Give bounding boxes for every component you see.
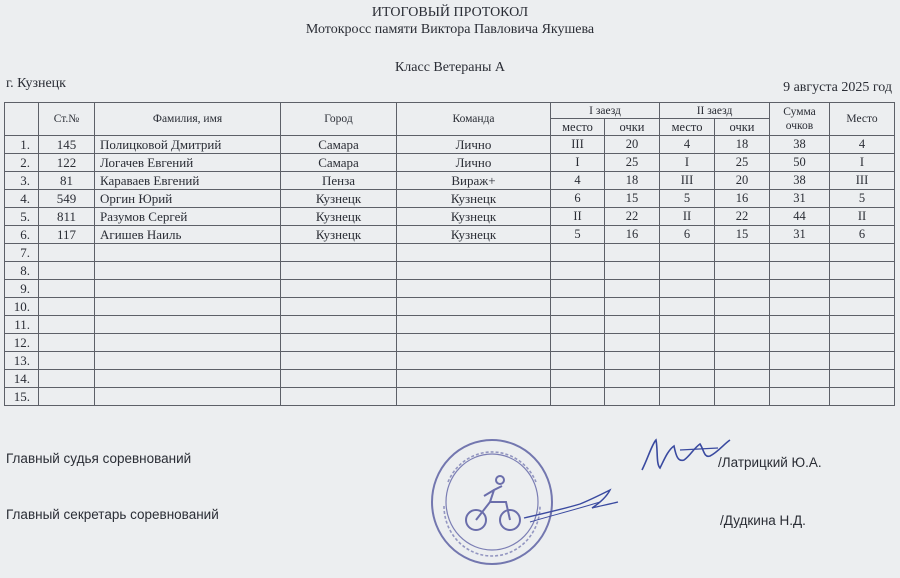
rider-city-cell bbox=[281, 370, 397, 388]
final-place-cell bbox=[830, 334, 895, 352]
rider-name-cell bbox=[95, 334, 281, 352]
final-place-cell bbox=[830, 262, 895, 280]
table-row bbox=[5, 154, 895, 172]
race1-place-cell: 6 bbox=[551, 190, 605, 208]
points-sum-cell bbox=[770, 298, 830, 316]
race2-place-cell: III bbox=[660, 172, 715, 190]
rider-team-cell: Кузнецк bbox=[397, 190, 551, 208]
results-table bbox=[4, 102, 895, 406]
race1-place-cell bbox=[551, 316, 605, 334]
race2-place-cell: 4 bbox=[660, 136, 715, 154]
col-header-num bbox=[5, 103, 39, 136]
table-row bbox=[5, 352, 895, 370]
race1-place-cell: 5 bbox=[551, 226, 605, 244]
start-number-cell bbox=[39, 244, 95, 262]
final-place-cell: 6 bbox=[830, 226, 895, 244]
race2-points-cell bbox=[715, 352, 770, 370]
race1-points-cell: 18 bbox=[605, 172, 660, 190]
race2-points-cell bbox=[715, 334, 770, 352]
final-place-cell bbox=[830, 244, 895, 262]
points-sum-cell: 31 bbox=[770, 226, 830, 244]
rider-city-cell bbox=[281, 244, 397, 262]
rider-team-cell bbox=[397, 280, 551, 298]
rider-city-cell: Кузнецк bbox=[281, 226, 397, 244]
race2-place-cell: 6 bbox=[660, 226, 715, 244]
rider-city-cell bbox=[281, 298, 397, 316]
race1-points-cell: 22 bbox=[605, 208, 660, 226]
col-header-race2: II заезд bbox=[660, 103, 770, 119]
table-row bbox=[5, 298, 895, 316]
race2-place-cell bbox=[660, 244, 715, 262]
official-stamp-icon bbox=[428, 436, 556, 568]
points-sum-cell bbox=[770, 370, 830, 388]
race2-points-cell: 25 bbox=[715, 154, 770, 172]
race1-place-cell bbox=[551, 370, 605, 388]
race2-points-cell: 20 bbox=[715, 172, 770, 190]
points-sum-cell: 44 bbox=[770, 208, 830, 226]
race2-place-cell bbox=[660, 280, 715, 298]
race1-place-cell bbox=[551, 280, 605, 298]
rider-city-cell bbox=[281, 262, 397, 280]
rider-team-cell bbox=[397, 298, 551, 316]
final-place-cell bbox=[830, 388, 895, 406]
start-number-cell bbox=[39, 352, 95, 370]
rider-name-cell bbox=[95, 280, 281, 298]
points-sum-cell bbox=[770, 244, 830, 262]
race2-points-cell bbox=[715, 280, 770, 298]
rider-city-cell bbox=[281, 352, 397, 370]
start-number-cell: 549 bbox=[39, 190, 95, 208]
col-header-race2-points: очки bbox=[715, 119, 770, 136]
rider-name-cell bbox=[95, 388, 281, 406]
row-number-cell: 12. bbox=[5, 334, 39, 352]
points-sum-cell bbox=[770, 388, 830, 406]
rider-name-cell: Агишев Наиль bbox=[95, 226, 281, 244]
race1-place-cell bbox=[551, 298, 605, 316]
race2-place-cell bbox=[660, 316, 715, 334]
race1-place-cell: 4 bbox=[551, 172, 605, 190]
race2-place-cell: 5 bbox=[660, 190, 715, 208]
rider-team-cell: Лично bbox=[397, 154, 551, 172]
table-row bbox=[5, 280, 895, 298]
rider-city-cell bbox=[281, 388, 397, 406]
start-number-cell bbox=[39, 298, 95, 316]
row-number-cell: 7. bbox=[5, 244, 39, 262]
col-header-race1-points: очки bbox=[605, 119, 660, 136]
table-row bbox=[5, 172, 895, 190]
race1-points-cell bbox=[605, 262, 660, 280]
points-sum-cell bbox=[770, 316, 830, 334]
rider-city-cell bbox=[281, 334, 397, 352]
race2-place-cell: I bbox=[660, 154, 715, 172]
rider-team-cell bbox=[397, 388, 551, 406]
race2-place-cell bbox=[660, 262, 715, 280]
rider-city-cell: Пенза bbox=[281, 172, 397, 190]
col-header-race1: I заезд bbox=[551, 103, 660, 119]
table-row bbox=[5, 136, 895, 154]
rider-team-cell bbox=[397, 352, 551, 370]
chief-secretary-label: Главный секретарь соревнований bbox=[6, 507, 219, 522]
race1-place-cell bbox=[551, 262, 605, 280]
class-label: Класс Ветераны А bbox=[394, 60, 506, 75]
race1-place-cell bbox=[551, 334, 605, 352]
table-row bbox=[5, 370, 895, 388]
points-sum-cell bbox=[770, 262, 830, 280]
race2-place-cell bbox=[660, 334, 715, 352]
race1-place-cell bbox=[551, 352, 605, 370]
rider-team-cell bbox=[397, 244, 551, 262]
row-number-cell: 11. bbox=[5, 316, 39, 334]
race1-points-cell bbox=[605, 316, 660, 334]
rider-name-cell: Караваев Евгений bbox=[95, 172, 281, 190]
start-number-cell: 145 bbox=[39, 136, 95, 154]
row-number-cell: 3. bbox=[5, 172, 39, 190]
points-sum-cell: 38 bbox=[770, 172, 830, 190]
race1-points-cell: 20 bbox=[605, 136, 660, 154]
race2-place-cell: II bbox=[660, 208, 715, 226]
row-number-cell: 4. bbox=[5, 190, 39, 208]
event-title: Мотокросс памяти Виктора Павловича Якушева bbox=[305, 22, 595, 37]
rider-name-cell bbox=[95, 244, 281, 262]
table-row bbox=[5, 244, 895, 262]
race2-points-cell: 18 bbox=[715, 136, 770, 154]
start-number-cell bbox=[39, 316, 95, 334]
race2-points-cell: 22 bbox=[715, 208, 770, 226]
race1-points-cell bbox=[605, 388, 660, 406]
race1-place-cell bbox=[551, 244, 605, 262]
final-place-cell: II bbox=[830, 208, 895, 226]
final-place-cell: 5 bbox=[830, 190, 895, 208]
final-place-cell bbox=[830, 298, 895, 316]
race2-place-cell bbox=[660, 298, 715, 316]
row-number-cell: 2. bbox=[5, 154, 39, 172]
rider-team-cell bbox=[397, 316, 551, 334]
race2-place-cell bbox=[660, 370, 715, 388]
rider-name-cell bbox=[95, 262, 281, 280]
final-place-cell: I bbox=[830, 154, 895, 172]
race1-points-cell bbox=[605, 370, 660, 388]
rider-name-cell: Полицковой Дмитрий bbox=[95, 136, 281, 154]
table-row bbox=[5, 190, 895, 208]
protocol-title: ИТОГОВЫЙ ПРОТОКОЛ bbox=[371, 5, 529, 20]
final-place-cell bbox=[830, 370, 895, 388]
col-header-race1-place: место bbox=[551, 119, 605, 136]
race2-points-cell bbox=[715, 298, 770, 316]
rider-name-cell bbox=[95, 352, 281, 370]
table-row bbox=[5, 262, 895, 280]
col-header-start-number: Ст.№ bbox=[39, 103, 95, 136]
start-number-cell bbox=[39, 370, 95, 388]
race1-points-cell: 25 bbox=[605, 154, 660, 172]
rider-name-cell: Разумов Сергей bbox=[95, 208, 281, 226]
rider-city-cell bbox=[281, 280, 397, 298]
col-header-sum: Сумма очков bbox=[770, 103, 830, 136]
race1-place-cell: III bbox=[551, 136, 605, 154]
rider-team-cell bbox=[397, 262, 551, 280]
rider-city-cell: Кузнецк bbox=[281, 190, 397, 208]
table-row bbox=[5, 226, 895, 244]
rider-name-cell: Оргин Юрий bbox=[95, 190, 281, 208]
row-number-cell: 6. bbox=[5, 226, 39, 244]
col-header-race2-place: место bbox=[660, 119, 715, 136]
rider-team-cell: Лично bbox=[397, 136, 551, 154]
results-body bbox=[5, 136, 895, 406]
judge-signature-icon bbox=[634, 430, 734, 475]
race1-points-cell bbox=[605, 280, 660, 298]
event-date: 9 августа 2025 год bbox=[783, 80, 892, 95]
row-number-cell: 13. bbox=[5, 352, 39, 370]
row-number-cell: 14. bbox=[5, 370, 39, 388]
points-sum-cell bbox=[770, 352, 830, 370]
table-row bbox=[5, 388, 895, 406]
points-sum-cell: 50 bbox=[770, 154, 830, 172]
rider-team-cell: Кузнецк bbox=[397, 226, 551, 244]
row-number-cell: 9. bbox=[5, 280, 39, 298]
row-number-cell: 5. bbox=[5, 208, 39, 226]
rider-team-cell bbox=[397, 334, 551, 352]
race1-points-cell: 16 bbox=[605, 226, 660, 244]
rider-city-cell: Самара bbox=[281, 136, 397, 154]
row-number-cell: 1. bbox=[5, 136, 39, 154]
points-sum-cell bbox=[770, 280, 830, 298]
col-header-final-place: Место bbox=[830, 103, 895, 136]
table-row bbox=[5, 208, 895, 226]
start-number-cell bbox=[39, 280, 95, 298]
rider-city-cell: Кузнецк bbox=[281, 208, 397, 226]
race2-points-cell bbox=[715, 244, 770, 262]
rider-city-cell: Самара bbox=[281, 154, 397, 172]
race1-points-cell bbox=[605, 298, 660, 316]
race2-points-cell: 15 bbox=[715, 226, 770, 244]
final-place-cell: 4 bbox=[830, 136, 895, 154]
final-place-cell: III bbox=[830, 172, 895, 190]
race2-points-cell bbox=[715, 262, 770, 280]
rider-city-cell bbox=[281, 316, 397, 334]
rider-team-cell: Вираж+ bbox=[397, 172, 551, 190]
rider-name-cell bbox=[95, 298, 281, 316]
col-header-team: Команда bbox=[397, 103, 551, 136]
venue-city: г. Кузнецк bbox=[6, 76, 66, 91]
rider-team-cell: Кузнецк bbox=[397, 208, 551, 226]
row-number-cell: 10. bbox=[5, 298, 39, 316]
race2-points-cell bbox=[715, 370, 770, 388]
row-number-cell: 15. bbox=[5, 388, 39, 406]
race1-points-cell bbox=[605, 352, 660, 370]
race1-points-cell bbox=[605, 244, 660, 262]
chief-judge-label: Главный судья соревнований bbox=[6, 451, 192, 466]
points-sum-cell bbox=[770, 334, 830, 352]
table-row bbox=[5, 334, 895, 352]
rider-name-cell bbox=[95, 370, 281, 388]
final-place-cell bbox=[830, 352, 895, 370]
race1-place-cell bbox=[551, 388, 605, 406]
rider-team-cell bbox=[397, 370, 551, 388]
start-number-cell: 81 bbox=[39, 172, 95, 190]
start-number-cell bbox=[39, 262, 95, 280]
chief-secretary-name: /Дудкина Н.Д. bbox=[720, 513, 806, 528]
table-row bbox=[5, 316, 895, 334]
race2-points-cell bbox=[715, 388, 770, 406]
race2-points-cell bbox=[715, 316, 770, 334]
start-number-cell: 811 bbox=[39, 208, 95, 226]
col-header-name: Фамилия, имя bbox=[95, 103, 281, 136]
start-number-cell: 117 bbox=[39, 226, 95, 244]
rider-name-cell bbox=[95, 316, 281, 334]
col-header-city: Город bbox=[281, 103, 397, 136]
race1-place-cell: II bbox=[551, 208, 605, 226]
rider-name-cell: Логачев Евгений bbox=[95, 154, 281, 172]
race1-place-cell: I bbox=[551, 154, 605, 172]
race2-points-cell: 16 bbox=[715, 190, 770, 208]
final-place-cell bbox=[830, 280, 895, 298]
race1-points-cell bbox=[605, 334, 660, 352]
points-sum-cell: 31 bbox=[770, 190, 830, 208]
race2-place-cell bbox=[660, 388, 715, 406]
start-number-cell bbox=[39, 334, 95, 352]
start-number-cell bbox=[39, 388, 95, 406]
race1-points-cell: 15 bbox=[605, 190, 660, 208]
row-number-cell: 8. bbox=[5, 262, 39, 280]
chief-judge-name: /Латрицкий Ю.А. bbox=[718, 455, 822, 470]
race2-place-cell bbox=[660, 352, 715, 370]
final-place-cell bbox=[830, 316, 895, 334]
start-number-cell: 122 bbox=[39, 154, 95, 172]
points-sum-cell: 38 bbox=[770, 136, 830, 154]
